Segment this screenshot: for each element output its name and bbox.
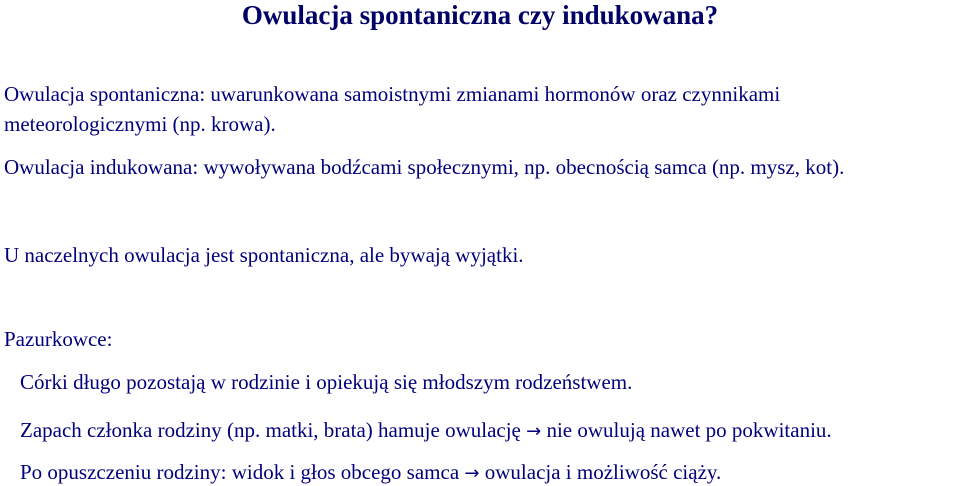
text-smell-effect: nie owulują nawet po pokwitaniu.: [546, 418, 832, 442]
text-line-smell: [20, 418, 832, 444]
arrow-right-icon: →: [464, 463, 480, 484]
text-line-spontaneous-2: meteorologicznymi (np. krowa).: [4, 112, 276, 136]
text-leaving-cause: Po opuszczeniu rodziny: widok i głos obcego samca: [20, 460, 460, 484]
text-line-induced: Owulacja indukowana: wywoływana bodźcami społecznymi, np. obecnością samca (np. mysz, kot).: [4, 155, 845, 179]
text-leaving-effect: owulacja i możliwość ciąży.: [484, 460, 722, 484]
text-line-daughters: Córki długo pozostają w rodzinie i opiekują się młodszym rodzeństwem.: [20, 370, 633, 394]
page-title: Owulacja spontaniczna czy indukowana?: [241, 0, 719, 30]
text-smell-cause: Zapach członka rodziny (np. matki, brata) hamuje owulację: [20, 418, 521, 442]
text-line-spontaneous-1: Owulacja spontaniczna: uwarunkowana samoistnymi zmianami hormonów oraz czynnikami: [4, 82, 781, 106]
section-heading-carnivores: Pazurkowce:: [4, 327, 113, 351]
arrow-right-icon: →: [526, 421, 542, 442]
text-line-leaving: [20, 460, 721, 486]
text-line-primates: U naczelnych owulacja jest spontaniczna, ale bywają wyjątki.: [4, 243, 524, 267]
